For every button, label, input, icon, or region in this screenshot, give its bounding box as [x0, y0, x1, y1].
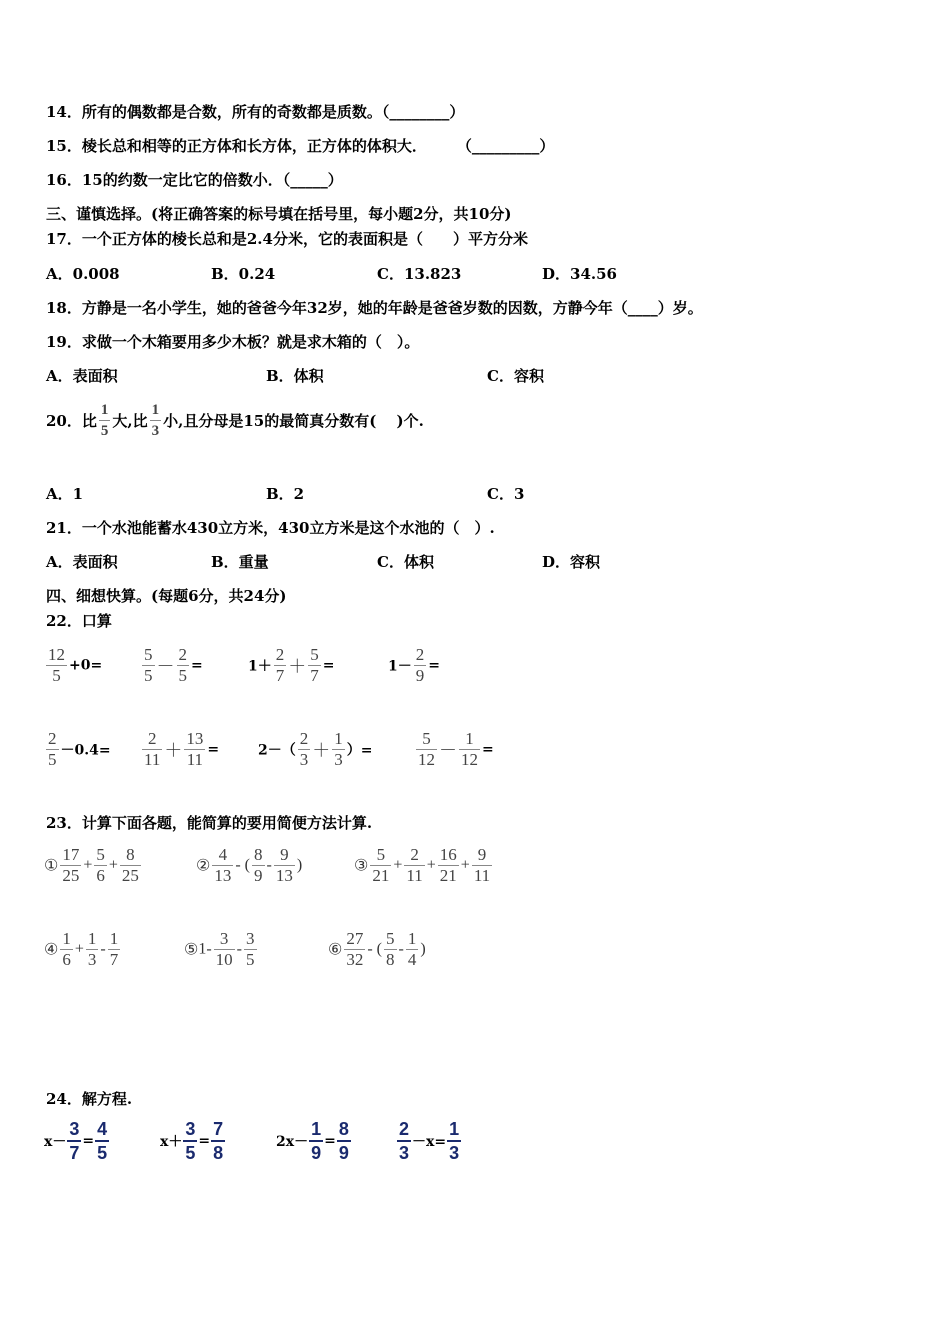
q21-option-b: B．重量 [211, 553, 269, 571]
fraction: $\frac{27}{32}$ [346, 929, 364, 969]
q23-item-3: ③ $\frac{5}{21}$ + $\frac{2}{11}$ + $\frac{16}{21}$ + $\frac{9}{11}$ [354, 845, 491, 885]
section-3-heading: 三、谨慎选择。(将正确答案的标号填在括号里，每小题2分，共10分) [46, 205, 512, 223]
q22-item-a: $\frac{12}{5}$ +0= [48, 645, 103, 685]
q21-option-a: A．表面积 [46, 553, 118, 571]
question-18: 18．方静是一名小学生，她的爸爸今年32岁，她的年龄是爸爸岁数的因数，方静今年（____）岁。 [46, 299, 703, 317]
q19-option-b: B．体积 [266, 367, 324, 385]
question-15: 15．棱长总和相等的正方体和长方体，正方体的体积大． （_________） [46, 137, 555, 155]
fraction: $\frac{3}{10}$ [215, 929, 233, 969]
fraction: $\frac{8}{25}$ [121, 845, 139, 885]
fraction: $\frac{2}{3}$ [399, 1119, 410, 1163]
question-24: 24．解方程. [46, 1090, 133, 1108]
q22-item-h: $\frac{5}{12}$ － $\frac{1}{12}$ = [418, 729, 494, 769]
q24-equation-2: x＋ $\frac{3}{5}$ = $\frac{7}{8}$ [160, 1119, 224, 1163]
fraction: $\frac{17}{25}$ [62, 845, 80, 885]
q20-option-c: C．3 [487, 485, 525, 503]
fraction: $\frac{3}{5}$ [246, 929, 255, 969]
q21-option-d: D．容积 [542, 553, 601, 571]
fraction: $\frac{1}{5}$ [100, 402, 109, 439]
q24-equation-4: $\frac{2}{3}$ －x= $\frac{1}{3}$ [399, 1119, 460, 1163]
q19-option-a: A．表面积 [46, 367, 118, 385]
fraction: $\frac{9}{11}$ [473, 845, 491, 885]
question-22: 22．口算 [46, 612, 112, 630]
fraction: $\frac{1}{12}$ [461, 729, 478, 769]
fraction: $\frac{2}{3}$ [299, 729, 309, 769]
fraction: $\frac{2}{5}$ [48, 729, 57, 769]
q23-item-6: ⑥ $\frac{27}{32}$ - ( $\frac{5}{8}$ - $\frac{1}{4}$ ) [328, 929, 426, 969]
fraction: $\frac{5}{8}$ [386, 929, 395, 969]
question-20: 20．比 $\frac{1}{5}$ 大,比 $\frac{1}{3}$ 小,且分母是15的最简真分数有( )个. [46, 402, 424, 439]
q22-item-f: $\frac{2}{11}$ ＋ $\frac{13}{11}$ = [144, 729, 220, 769]
fraction: $\frac{3}{7}$ [69, 1119, 80, 1163]
q17-option-d: D．34.56 [542, 265, 617, 283]
fraction: $\frac{12}{5}$ [48, 645, 65, 685]
q23-item-1: ① $\frac{17}{25}$ + $\frac{5}{6}$ + $\frac{8}{25}$ [44, 845, 139, 885]
q24-equation-3: 2x－ $\frac{1}{9}$ = $\frac{8}{9}$ [276, 1119, 349, 1163]
fraction: $\frac{9}{13}$ [275, 845, 293, 885]
fraction: $\frac{8}{9}$ [338, 1119, 349, 1163]
question-14: 14．所有的偶数都是合数，所有的奇数都是质数。（________） [46, 103, 465, 121]
q24-equation-1: x－ $\frac{3}{7}$ = $\frac{4}{5}$ [44, 1119, 108, 1163]
fraction: $\frac{1}{9}$ [311, 1119, 322, 1163]
q23-item-4: ④ $\frac{1}{6}$ + $\frac{1}{3}$ - $\frac{1}{7}$ [44, 929, 119, 969]
fraction: $\frac{8}{9}$ [254, 845, 263, 885]
question-16: 16．15的约数一定比它的倍数小．（_____） [46, 171, 343, 189]
fraction: $\frac{2}{5}$ [178, 645, 187, 685]
q23-item-2: ② $\frac{4}{13}$ - ( $\frac{8}{9}$ - $\frac{9}{13}$ ) [196, 845, 303, 885]
fraction: $\frac{2}{11}$ [144, 729, 161, 769]
q20-option-a: A．1 [46, 485, 84, 503]
fraction: $\frac{5}{6}$ [96, 845, 105, 885]
fraction: $\frac{4}{13}$ [214, 845, 232, 885]
fraction: $\frac{4}{5}$ [97, 1119, 108, 1163]
question-17: 17．一个正方体的棱长总和是2.4分米，它的表面积是（ ）平方分米 [46, 230, 528, 248]
fraction: $\frac{2}{11}$ [406, 845, 423, 885]
fraction: $\frac{5}{5}$ [144, 645, 153, 685]
q17-option-b: B．0.24 [211, 265, 276, 283]
fraction: $\frac{5}{12}$ [418, 729, 435, 769]
q22-item-g: 2－（ $\frac{2}{3}$ ＋ $\frac{1}{3}$ ）= [258, 729, 373, 769]
fraction: $\frac{2}{7}$ [275, 645, 285, 685]
q19-option-c: C．容积 [487, 367, 544, 385]
fraction: $\frac{1}{3}$ [87, 929, 97, 969]
q17-option-a: A．0.008 [46, 265, 120, 283]
q20-option-b: B．2 [266, 485, 305, 503]
fraction: $\frac{1}{3}$ [449, 1119, 460, 1163]
q17-option-c: C．13.823 [377, 265, 462, 283]
fraction: $\frac{5}{7}$ [310, 645, 319, 685]
question-19: 19．求做一个木箱要用多少木板？就是求木箱的（ ）。 [46, 333, 420, 351]
fraction: $\frac{3}{5}$ [185, 1119, 196, 1163]
q22-item-c: 1＋ $\frac{2}{7}$ ＋ $\frac{5}{7}$ = [248, 645, 335, 685]
question-21: 21．一个水池能蓄水430立方米，430立方米是这个水池的（ ）. [46, 519, 495, 537]
fraction: $\frac{1}{7}$ [109, 929, 119, 969]
q23-item-5: ⑤1- $\frac{3}{10}$ - $\frac{3}{5}$ [184, 929, 255, 969]
fraction: $\frac{13}{11}$ [186, 729, 204, 769]
question-23: 23．计算下面各题，能简算的要用简便方法计算. [46, 814, 373, 832]
fraction: $\frac{16}{21}$ [439, 845, 457, 885]
fraction: $\frac{5}{21}$ [372, 845, 390, 885]
fraction: $\frac{1}{3}$ [151, 402, 160, 439]
fraction: $\frac{1}{4}$ [407, 929, 417, 969]
q22-item-e: $\frac{2}{5}$ －0.4= [48, 729, 111, 769]
fraction: $\frac{1}{6}$ [62, 929, 71, 969]
q21-option-c: C．体积 [377, 553, 434, 571]
q22-item-b: $\frac{5}{5}$ － $\frac{2}{5}$ = [144, 645, 203, 685]
section-4-heading: 四、细想快算。(每题6分，共24分) [46, 587, 287, 605]
fraction: $\frac{7}{8}$ [213, 1119, 224, 1163]
fraction: $\frac{1}{3}$ [334, 729, 343, 769]
fraction: $\frac{2}{9}$ [415, 645, 425, 685]
q22-item-d: 1－ $\frac{2}{9}$ = [388, 645, 440, 685]
